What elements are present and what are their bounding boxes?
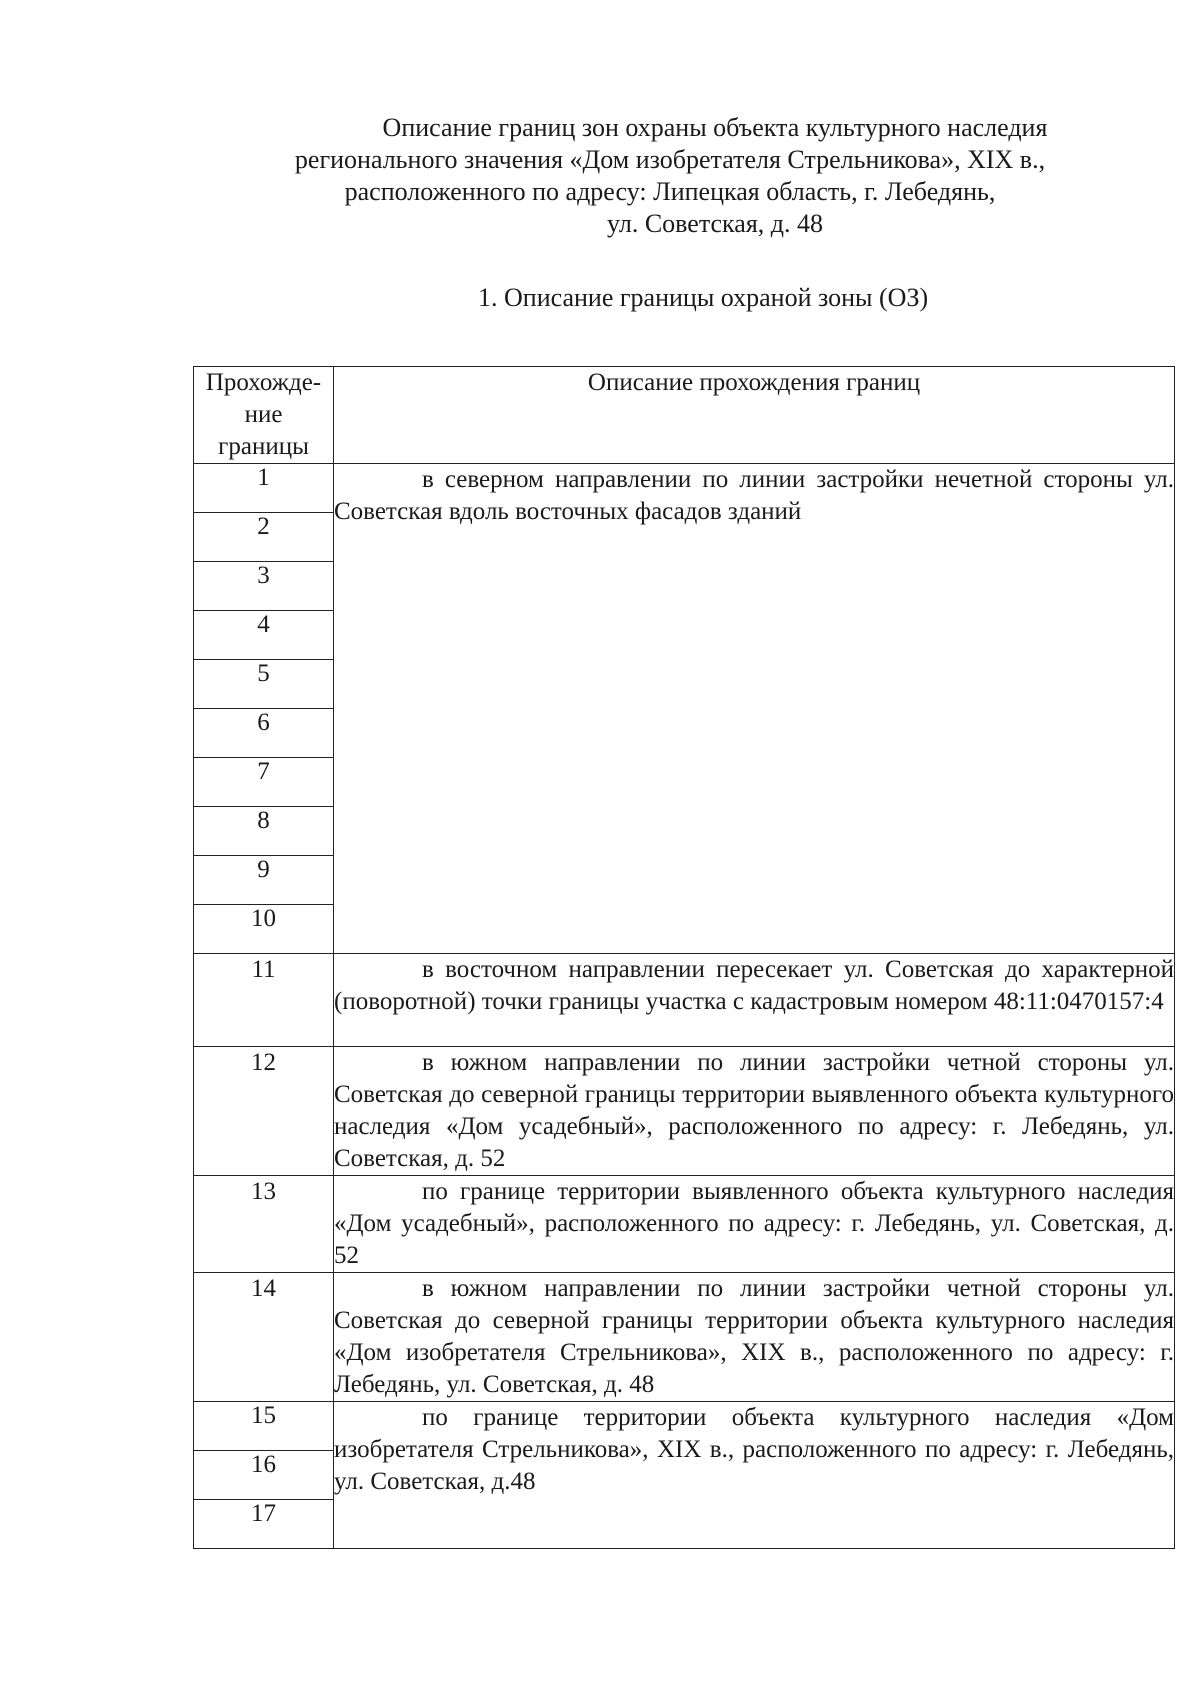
boundary-description-text: в южном направлении по линии застройки четной стороны ул. Советская до северной границы территории объекта культурного наследия «Дом изобретателя Стрельникова», XIX в., расположенного по адресу: г. Лебедянь, ул. Советская, д. 48 — [334, 1275, 1174, 1398]
header-description-column: Описание прохождения границ — [334, 367, 1175, 464]
table-row — [194, 1402, 1175, 1451]
boundary-description-cell — [334, 1176, 1175, 1273]
header-passage-label: Прохожде- ние границы — [205, 369, 322, 460]
table-row — [194, 954, 1175, 1047]
document-title — [240, 112, 1100, 240]
boundary-description-cell — [334, 1273, 1175, 1402]
table-body — [194, 464, 1175, 1549]
boundary-description-text: в южном направлении по линии застройки четной стороны ул. Советская до северной границы территории выявленного объекта культурного наследия «Дом усадебный», расположенного по адресу: г. Лебедянь, ул. Советская, д. 52 — [334, 1049, 1174, 1172]
passage-number-cell: 8 — [194, 807, 334, 856]
passage-number-cell: 2 — [194, 513, 334, 562]
passage-number-cell: 12 — [194, 1047, 334, 1176]
passage-number-cell: 11 — [194, 954, 334, 1047]
passage-number-cell: 1 — [194, 464, 334, 513]
passage-number-cell: 13 — [194, 1176, 334, 1273]
passage-number-cell: 15 — [194, 1402, 334, 1451]
table-row — [194, 464, 1175, 513]
header-passage-column — [194, 367, 334, 464]
title-line: ул. Советская, д. 48 — [606, 209, 824, 238]
boundary-description-cell — [334, 1047, 1175, 1176]
table-header — [194, 367, 1175, 464]
passage-number-cell: 17 — [194, 1500, 334, 1549]
passage-number-cell: 16 — [194, 1451, 334, 1500]
passage-number-cell: 4 — [194, 611, 334, 660]
boundary-description-cell — [334, 464, 1175, 954]
boundary-description-cell — [334, 1402, 1175, 1549]
table-row — [194, 1273, 1175, 1402]
boundary-description-text: в северном направлении по линии застройки нечетной стороны ул. Советская вдоль восточных фасадов зданий — [334, 466, 1174, 525]
passage-number-cell: 14 — [194, 1273, 334, 1402]
boundary-table — [193, 366, 1175, 1549]
table-row — [194, 1176, 1175, 1273]
boundary-description-text: в восточном направлении пересекает ул. Советская до характерной (поворотной) точки границы участка с кадастровым номером 48:11:0470157:4 — [334, 956, 1174, 1015]
passage-number-cell: 5 — [194, 660, 334, 709]
title-line: регионального значения «Дом изобретателя Стрельникова», XIX в., — [294, 145, 1046, 174]
title-line: расположенного по адресу: Липецкая область, г. Лебедянь, — [344, 177, 996, 206]
section-heading: 1. Описание границы охраной зоны (ОЗ) — [478, 283, 929, 312]
boundary-description-text: по границе территории объекта культурного наследия «Дом изобретателя Стрельникова», XIX в., расположенного по адресу: г. Лебедянь, ул. Советская, д.48 — [334, 1404, 1174, 1495]
header-row — [194, 367, 1175, 464]
passage-number-cell: 9 — [194, 856, 334, 905]
passage-number-cell: 6 — [194, 709, 334, 758]
boundary-description-text: по границе территории выявленного объекта культурного наследия «Дом усадебный», расположенного по адресу: г. Лебедянь, ул. Советская, д. 52 — [334, 1178, 1174, 1269]
passage-number-cell: 3 — [194, 562, 334, 611]
title-line: Описание границ зон охраны объекта культурного наследия — [382, 113, 1048, 142]
table-row — [194, 1047, 1175, 1176]
passage-number-cell: 10 — [194, 905, 334, 954]
boundary-description-cell — [334, 954, 1175, 1047]
passage-number-cell: 7 — [194, 758, 334, 807]
